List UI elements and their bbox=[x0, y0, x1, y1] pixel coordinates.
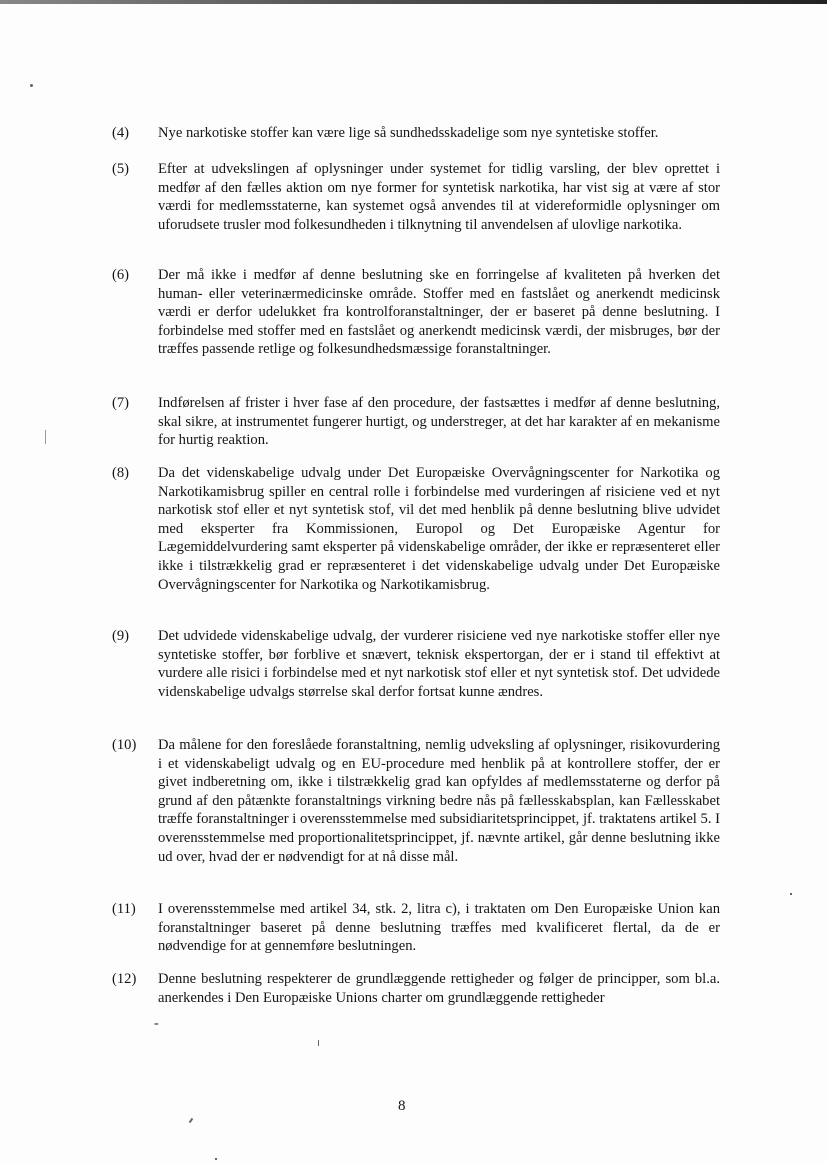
paragraph-number: (6) bbox=[112, 267, 130, 283]
scan-speck bbox=[318, 1040, 319, 1046]
scan-speck bbox=[215, 1158, 217, 1160]
paragraph-text: Efter at udvekslingen af oplysninger under systemet for tidlig varsling, der blev oprettet i medfør af den fælles aktion om nye former for syntetisk narkotika, har vist sig at være af stor værdi for medlemsstaterne, kan systemet også anvendes til at videreformidle oplysninger om uforudsete trusler mod folkesundheden i tilknytning til anvendelsen af ulovlige narkotika. bbox=[158, 161, 720, 233]
paragraph-number: (11) bbox=[112, 901, 136, 917]
scan-speck bbox=[790, 893, 792, 895]
paragraph-number: (8) bbox=[112, 465, 130, 481]
paragraph-number: (7) bbox=[112, 395, 130, 411]
paragraph-text: Da målene for den foreslåede foranstaltning, nemlig udveksling af oplysninger, risikovurdering i et videnskabeligt udvalg og en EU-procedure med henblik på at kontrollere stoffer, der er givet indberetning om, ikke i tilstrækkelig grad kan opfyldes af medlemsstaterne og derfor på grund af den påtænkte foranstaltnings virkning bedre nås på fællesskabsplan, kan Fællesskabet træffe foranstaltninger i overensstemmelse med subsidiaritetsprincippet, jf. traktatens artikel 5. I overensstemmelse med proportionalitetsprincippet, jf. nævnte artikel, går denne beslutning ikke ud over, hvad der er nødvendigt for at nå disse mål. bbox=[158, 737, 720, 865]
paragraph-number: (4) bbox=[112, 125, 130, 141]
paragraph-text: Denne beslutning respekterer de grundlæggende rettigheder og følger de principper, som bl.a. anerkendes i Den Europæiske Unions charter om grundlæggende rettigheder bbox=[158, 971, 720, 1006]
paragraph-text: Der må ikke i medfør af denne beslutning ske en forringelse af kvaliteten på hverken det human- eller veterinærmedicinske område. Stoffer med en fastslået og anerkendt medicinsk værdi er derfor udelukket fra kontrolforanstaltninger, der er baseret på denne beslutning. I forbindelse med stoffer med en fastslået og anerkendt medicinsk værdi, der misbruges, bør der træffes passende retlige og folkesundhedsmæssige foranstaltninger. bbox=[158, 267, 720, 358]
trailing-dash: - bbox=[154, 1016, 159, 1031]
scan-speck bbox=[45, 430, 46, 444]
scan-speck bbox=[189, 1118, 194, 1123]
paragraph-number: (5) bbox=[112, 161, 130, 177]
paragraph-number: (12) bbox=[112, 971, 137, 987]
paragraph-number: (10) bbox=[112, 737, 137, 753]
paragraph-text: Det udvidede videnskabelige udvalg, der vurderer risiciene ved nye narkotiske stoffer eller nye syntetiske stoffer, bør forblive et snævert, teknisk ekspertorgan, der er i stand til effektivt at vurdere alle risici i forbindelse med et nyt narkotisk stof eller et nyt syntetisk stof. Det udvidede videnskabelige udvalgs størrelse skal derfor fortsat kunne ændres. bbox=[158, 628, 720, 700]
paragraph-text: Nye narkotiske stoffer kan være lige så sundhedsskadelige som nye syntetiske stoffer. bbox=[158, 125, 659, 141]
paragraph-number: (9) bbox=[112, 628, 130, 644]
paragraph-text: Da det videnskabelige udvalg under Det Europæiske Overvågningscenter for Narkotika og Narkotikamisbrug spiller en central rolle i forbindelse med vurderingen af risiciene ved et nyt narkotisk stof eller et nyt syntetisk stof, vil det med henblik på denne beslutning blive udvidet med eksperter fra Kommissionen, Europol og Det Europæiske Agentur for Lægemiddelvurdering samt eksperter på videnskabelige områder, der ikke er repræsenteret eller ikke i tilstrækkelig grad er repræsenteret i det videnskabelige udvalg under Det Europæiske Overvågningscenter for Narkotika og Narkotikamisbrug. bbox=[158, 465, 720, 593]
page-number: 8 bbox=[398, 1098, 406, 1114]
scan-speck bbox=[30, 84, 33, 87]
paragraph-text: Indførelsen af frister i hver fase af den procedure, der fastsættes i medfør af denne beslutning, skal sikre, at instrumentet fungerer hurtigt, og understreger, at det har karakter af en mekanisme for hurtig reaktion. bbox=[158, 395, 720, 449]
top-scan-border bbox=[0, 0, 827, 4]
paragraph-text: I overensstemmelse med artikel 34, stk. 2, litra c), i traktaten om Den Europæiske Union kan foranstaltninger baseret på denne beslutning træffes med kvalificeret flertal, da de er nødvendige for at gennemføre beslutningen. bbox=[158, 901, 720, 955]
